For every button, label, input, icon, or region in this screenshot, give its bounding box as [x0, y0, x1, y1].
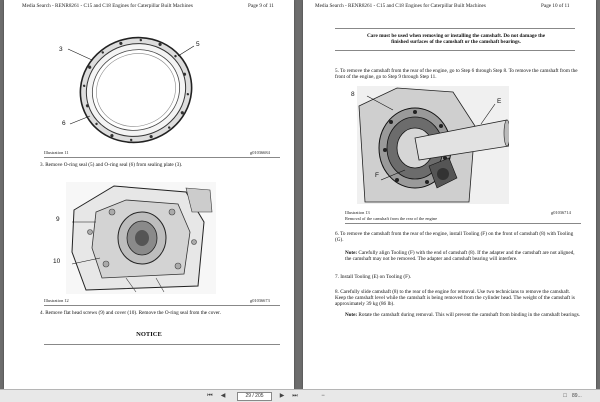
callout-f: F [375, 172, 379, 179]
right-header-title: Media Search - RENR8261 - C15 and C18 Engines for Caterpillar Built Machines [315, 3, 486, 9]
illustration-13-camshaft-removal [357, 86, 509, 204]
illustration-13-caption: Illustration 13 [345, 210, 370, 215]
divider [44, 157, 280, 158]
callout-6: 6 [62, 120, 66, 127]
right-page [303, 0, 596, 389]
fit-page-icon[interactable]: □ [563, 393, 567, 399]
note-2-text: Rotate the camshaft during removal. This will prevent the camshaft from binding in the camshaft bearings. [357, 312, 581, 318]
step-6: 6. To remove the camshaft from the rear of the engine, install Tooling (F) on the front of camshaft (8) with Tooling (G). [335, 231, 574, 244]
prev-page-icon[interactable]: ◀ [220, 393, 226, 399]
divider [44, 344, 280, 345]
left-page [4, 0, 294, 389]
illustration-11-caption: Illustration 11 [44, 150, 69, 155]
illustration-12-caption: Illustration 12 [44, 298, 69, 303]
callout-9: 9 [56, 216, 60, 223]
divider [335, 50, 575, 51]
illustration-11-sealing-plate [54, 30, 214, 148]
step-7: 7. Install Tooling (E) on Tooling (F). [335, 274, 412, 280]
callout-e: E [497, 98, 502, 105]
divider [335, 28, 575, 29]
callout-5: 5 [196, 41, 200, 48]
right-header-page: Page 10 of 11 [541, 3, 570, 9]
illustration-12-code: g01036673 [250, 298, 270, 303]
next-page-icon[interactable]: ▶ [279, 393, 285, 399]
illustration-11-code: g01036684 [250, 150, 270, 155]
left-header-title: Media Search - RENR8261 - C15 and C18 Engines for Caterpillar Built Machines [22, 3, 193, 9]
callout-10: 10 [53, 258, 61, 265]
zoom-level[interactable]: 89... [572, 393, 582, 399]
page-indicator-input[interactable]: 29 / 205 [237, 392, 272, 401]
viewer-toolbar [0, 389, 600, 402]
left-header-page: Page 9 of 11 [248, 3, 274, 9]
note-1 [345, 250, 581, 262]
step-4: 4. Remove flat head screws (9) and cover (10). Remove the O-ring seal from the cover. [40, 310, 221, 316]
callout-8: 8 [351, 91, 355, 98]
step-5: 5. To remove the camshaft from the rear of the engine, go to Step 6 through Step 8. To remove the camshaft from the front of the engine, go to Step 9 through Step 11. [335, 68, 578, 81]
zoom-out-icon[interactable]: − [321, 393, 325, 399]
step-8: 8. Carefully slide camshaft (8) to the rear of the engine for removal. Use two technicians to remove the camshaft. Keep the camshaft level while the camshaft is being removed from the cylinder head. The weight of the camshaft is approximately 39 kg (86 lb). [335, 289, 575, 308]
illustration-13-code: g01036714 [551, 210, 571, 215]
divider [44, 305, 280, 306]
illustration-13-subcaption: Removal of the camshaft from the rear of the engine [345, 216, 438, 221]
note-2 [345, 312, 581, 318]
divider [345, 223, 581, 224]
note-1-label: Note: [345, 250, 358, 256]
note-1-text: Carefully align Tooling (F) with the end of camshaft (8). If the adapter and the camshaft are not aligned, the camshaft may not be removed. The adapter and camshaft bearing will interfere. [345, 250, 575, 263]
first-page-icon[interactable]: ⏮ [207, 393, 213, 399]
note-2-label: Note: [345, 312, 358, 318]
callout-3: 3 [59, 46, 63, 53]
notice-heading: NOTICE [136, 331, 162, 338]
step-3: 3. Remove O-ring seal (5) and O-ring seal (6) from sealing plate (3). [40, 162, 183, 168]
care-notice: Care must be used when removing or installing the camshaft. Do not damage the finished surfaces of the camshaft or the camshaft bearings. [366, 33, 546, 46]
illustration-12-cover [66, 182, 216, 294]
last-page-icon[interactable]: ⏭ [292, 393, 298, 399]
